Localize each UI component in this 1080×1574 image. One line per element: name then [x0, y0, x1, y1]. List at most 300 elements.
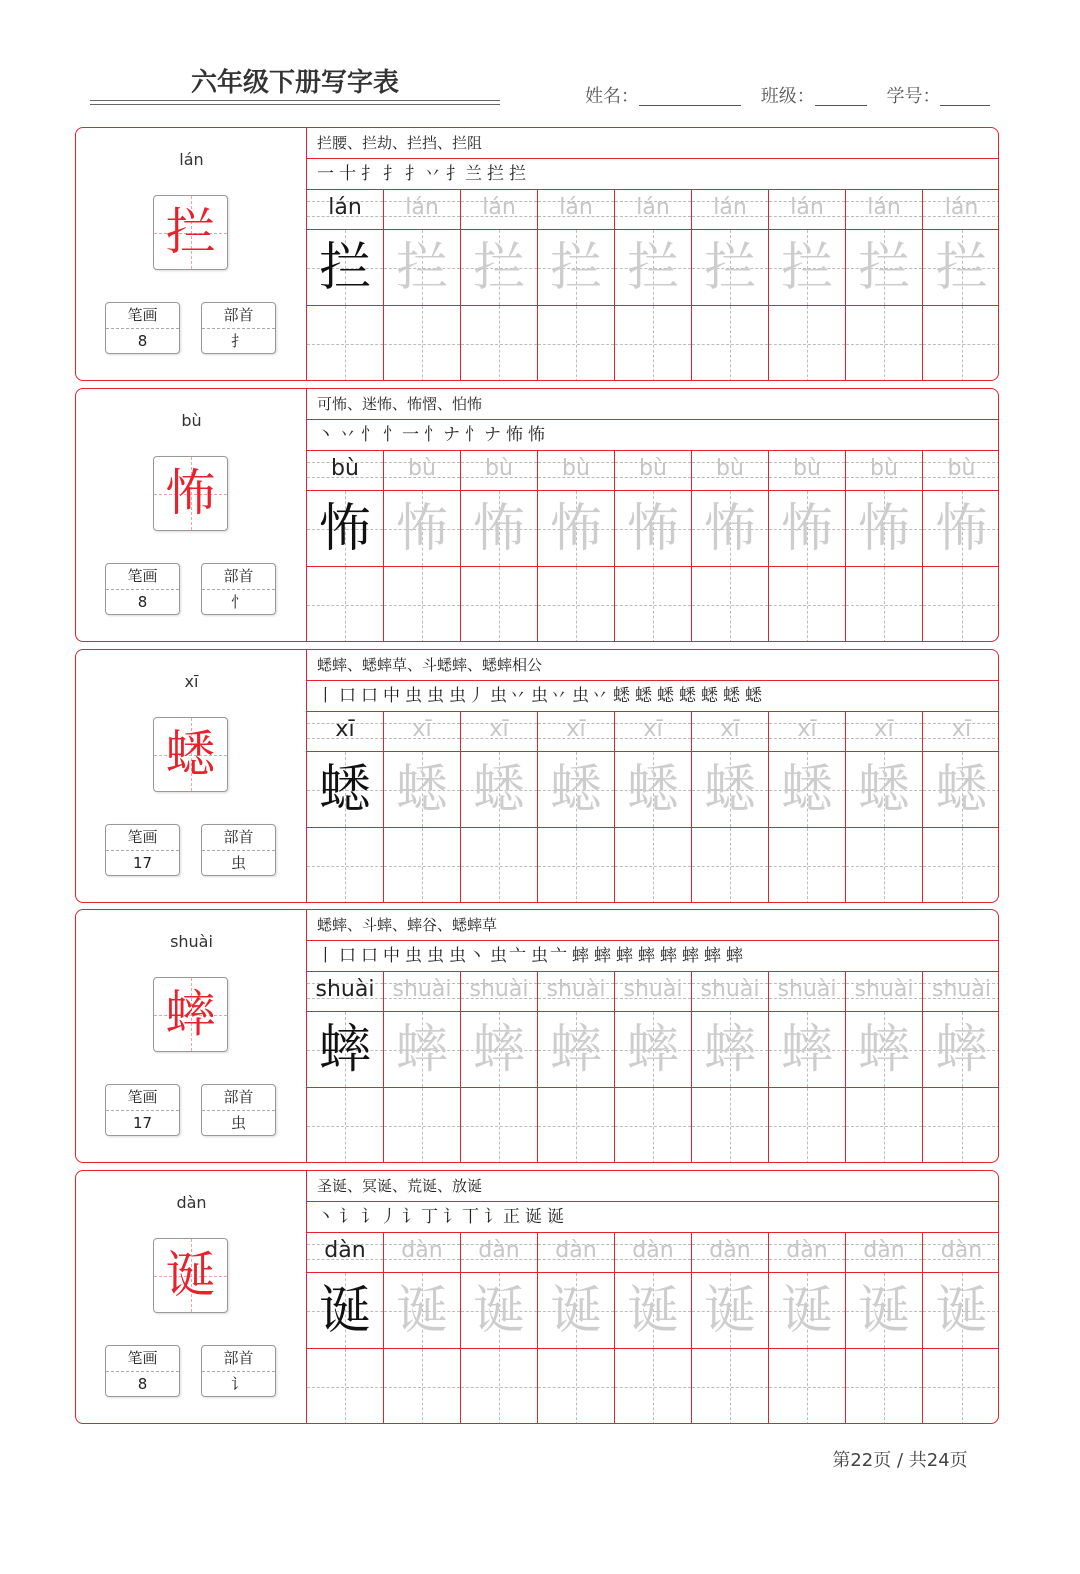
stroke-order-row: [307, 941, 999, 972]
stroke-step: 口: [339, 946, 358, 966]
stroke-step: 讠丅: [443, 1207, 481, 1227]
pinyin-trace: bù: [870, 456, 898, 481]
char-pinyin: shuài: [170, 932, 213, 951]
pinyin-trace: shuài: [623, 977, 683, 1002]
pinyin-trace: xī: [797, 717, 817, 742]
pinyin-cell: [307, 1233, 384, 1273]
example-words: 拦腰、拦劫、拦挡、拦阻: [307, 128, 999, 159]
stroke-step: 口: [339, 686, 358, 706]
pinyin-trace: shuài: [469, 977, 529, 1002]
class-line[interactable]: [815, 87, 867, 106]
pinyin-cell[interactable]: [769, 190, 846, 230]
stroke-step: 虫: [427, 946, 446, 966]
pinyin-model: dàn: [324, 1238, 366, 1263]
radical: 虫: [230, 854, 246, 872]
tracing-cell[interactable]: [692, 230, 769, 306]
stroke-count-label: 笔画: [106, 1085, 179, 1111]
pinyin-cell[interactable]: [615, 190, 692, 230]
pinyin-cell[interactable]: [615, 1233, 692, 1273]
practice-cell[interactable]: [923, 567, 999, 642]
pinyin-trace: lán: [713, 195, 747, 220]
practice-cell[interactable]: [461, 1088, 538, 1163]
stroke-step: 蟋: [635, 686, 654, 706]
practice-cell[interactable]: [307, 567, 384, 642]
pinyin-cell[interactable]: [846, 712, 923, 752]
tracing-cell[interactable]: [615, 491, 692, 567]
stroke-step: 虫: [405, 686, 424, 706]
stroke-count: 17: [132, 854, 153, 872]
tracing-cell[interactable]: [538, 1273, 615, 1349]
tracing-cell[interactable]: [615, 752, 692, 828]
pinyin-cell[interactable]: [923, 1233, 999, 1273]
pinyin-trace: dàn: [401, 1238, 443, 1263]
tracing-cell[interactable]: [769, 230, 846, 306]
tracing-cell[interactable]: [538, 491, 615, 567]
practice-cell[interactable]: [692, 306, 769, 381]
example-words: 可怖、迷怖、怖慴、怕怖: [307, 389, 999, 420]
pinyin-cell[interactable]: [923, 712, 999, 752]
stroke-step: 扌: [361, 164, 380, 184]
practice-cell[interactable]: [846, 1088, 923, 1163]
pinyin-cell[interactable]: [538, 190, 615, 230]
pinyin-cell[interactable]: [692, 451, 769, 491]
stroke-step: 蟋: [679, 686, 698, 706]
pinyin-cell[interactable]: [461, 972, 538, 1012]
pinyin-trace: dàn: [632, 1238, 674, 1263]
practice-cell[interactable]: [769, 1349, 846, 1424]
stroke-count: 17: [132, 1114, 153, 1132]
example-words: 蟋蟀、斗蟀、蟀谷、蟋蟀草: [307, 910, 999, 941]
char-trace: 拦: [395, 238, 448, 298]
stroke-count-box: [105, 824, 180, 876]
pinyin-trace: bù: [947, 456, 976, 481]
name-label: 姓名：: [585, 86, 639, 107]
pinyin-cell: [307, 451, 384, 491]
tracing-cell: [307, 230, 384, 306]
radical-box: [201, 1084, 276, 1136]
pinyin-trace: shuài: [392, 977, 452, 1002]
student-info: [585, 82, 1004, 108]
char-display-box: [153, 717, 228, 792]
tracing-cell[interactable]: [461, 1012, 538, 1088]
pinyin-model: xī: [335, 717, 355, 742]
practice-cell[interactable]: [692, 1349, 769, 1424]
practice-cell[interactable]: [923, 1349, 999, 1424]
practice-cell[interactable]: [538, 828, 615, 903]
char-model: 诞: [318, 1281, 371, 1341]
radical-label: 部首: [202, 303, 275, 329]
char-display-box: [153, 456, 228, 531]
student-no-line[interactable]: [940, 87, 990, 106]
stroke-order-row: [307, 1202, 999, 1233]
char-trace: 蟋: [935, 760, 988, 820]
radical: 忄: [230, 593, 246, 611]
char-trace: 蟋: [472, 760, 525, 820]
pinyin-cell[interactable]: [923, 190, 999, 230]
char-trace: 蟀: [395, 1020, 448, 1080]
stroke-count: 8: [137, 1375, 148, 1393]
pinyin-trace: dàn: [555, 1238, 597, 1263]
stroke-step: 诞: [547, 1207, 566, 1227]
tracing-cell[interactable]: [615, 1012, 692, 1088]
tracing-cell[interactable]: [538, 1012, 615, 1088]
char-display-box: [153, 195, 228, 270]
char-trace: 蟀: [626, 1020, 679, 1080]
char-pinyin: lán: [179, 150, 204, 169]
stroke-step: 蟋: [613, 686, 632, 706]
char-trace: 蟋: [626, 760, 679, 820]
pinyin-cell[interactable]: [846, 1233, 923, 1273]
pinyin-model: bù: [331, 456, 359, 481]
stroke-step: 蟋: [657, 686, 676, 706]
tracing-cell[interactable]: [846, 1012, 923, 1088]
practice-cell[interactable]: [615, 1349, 692, 1424]
pinyin-trace: shuài: [777, 977, 837, 1002]
char-trace: 怖: [703, 499, 756, 559]
stroke-step: 口: [361, 946, 380, 966]
pinyin-cell[interactable]: [461, 712, 538, 752]
tracing-cell: [307, 491, 384, 567]
practice-cell[interactable]: [615, 1088, 692, 1163]
pinyin-trace: bù: [716, 456, 744, 481]
pinyin-cell[interactable]: [538, 1233, 615, 1273]
char-info-panel: [76, 650, 307, 902]
practice-cell[interactable]: [769, 828, 846, 903]
char-trace: 蟀: [780, 1020, 833, 1080]
char-trace: 拦: [780, 238, 833, 298]
char-display-box: [153, 977, 228, 1052]
tracing-cell[interactable]: [538, 230, 615, 306]
pinyin-cell: [307, 972, 384, 1012]
tracing-cell[interactable]: [769, 491, 846, 567]
radical-label: 部首: [202, 825, 275, 851]
char-display-box: [153, 1238, 228, 1313]
practice-cell[interactable]: [846, 567, 923, 642]
pinyin-cell[interactable]: [923, 451, 999, 491]
stroke-step: 中: [383, 686, 402, 706]
char-trace: 怖: [857, 499, 910, 559]
stroke-step: 丨: [317, 946, 336, 966]
pinyin-trace: xī: [720, 717, 740, 742]
pinyin-trace: bù: [408, 456, 436, 481]
char-trace: 蟋: [395, 760, 448, 820]
pinyin-cell[interactable]: [769, 451, 846, 491]
char-trace: 蟋: [703, 760, 756, 820]
pinyin-trace: bù: [485, 456, 513, 481]
practice-cell[interactable]: [538, 567, 615, 642]
practice-cell[interactable]: [923, 1088, 999, 1163]
char-display: 怖: [165, 464, 216, 522]
char-card: [75, 388, 999, 642]
stroke-step: 蟀: [594, 946, 613, 966]
stroke-step: 忄: [361, 425, 380, 445]
stroke-step: 拦: [509, 164, 528, 184]
char-trace: 诞: [703, 1281, 756, 1341]
tracing-cell[interactable]: [384, 1012, 461, 1088]
tracing-cell[interactable]: [769, 1012, 846, 1088]
char-trace: 诞: [780, 1281, 833, 1341]
practice-cell[interactable]: [307, 1088, 384, 1163]
stroke-step: 怖: [506, 425, 525, 445]
char-trace: 蟋: [549, 760, 602, 820]
practice-cell[interactable]: [846, 828, 923, 903]
pinyin-trace: lán: [944, 195, 979, 220]
stroke-step: 扌丷: [405, 164, 443, 184]
char-display: 蟋: [165, 725, 216, 783]
pinyin-cell[interactable]: [692, 972, 769, 1012]
tracing-cell[interactable]: [923, 230, 999, 306]
title-underline: [90, 100, 500, 101]
tracing-cell[interactable]: [692, 1273, 769, 1349]
tracing-cell[interactable]: [615, 230, 692, 306]
stroke-count-box: [105, 1345, 180, 1397]
practice-cell[interactable]: [692, 567, 769, 642]
pinyin-trace: lán: [405, 195, 439, 220]
practice-cell[interactable]: [461, 567, 538, 642]
tracing-cell[interactable]: [461, 230, 538, 306]
practice-cell[interactable]: [538, 1349, 615, 1424]
pinyin-cell[interactable]: [538, 972, 615, 1012]
practice-cell[interactable]: [923, 306, 999, 381]
tracing-cell[interactable]: [846, 230, 923, 306]
practice-cell[interactable]: [769, 1088, 846, 1163]
stroke-step: 虫: [427, 686, 446, 706]
tracing-cell: [307, 1273, 384, 1349]
tracing-cell: [307, 1012, 384, 1088]
char-trace: 诞: [395, 1281, 448, 1341]
radical-box: [201, 563, 276, 615]
practice-cell[interactable]: [769, 306, 846, 381]
pinyin-cell[interactable]: [384, 972, 461, 1012]
pinyin-cell[interactable]: [923, 972, 999, 1012]
radical-box: [201, 302, 276, 354]
pinyin-cell[interactable]: [384, 712, 461, 752]
tracing-cell[interactable]: [923, 491, 999, 567]
stroke-step: 蟀: [572, 946, 591, 966]
pinyin-cell[interactable]: [538, 451, 615, 491]
pinyin-cell[interactable]: [692, 190, 769, 230]
char-pinyin: xī: [184, 672, 199, 691]
name-line[interactable]: [639, 87, 741, 106]
char-trace: 蟋: [780, 760, 833, 820]
practice-cell[interactable]: [615, 828, 692, 903]
tracing-cell[interactable]: [384, 230, 461, 306]
practice-cell[interactable]: [307, 1349, 384, 1424]
student-no-field: [886, 82, 990, 108]
char-model: 蟋: [318, 760, 371, 820]
pinyin-cell[interactable]: [461, 451, 538, 491]
tracing-cell[interactable]: [461, 752, 538, 828]
pinyin-cell[interactable]: [615, 451, 692, 491]
pinyin-cell[interactable]: [769, 1233, 846, 1273]
practice-cell[interactable]: [384, 1349, 461, 1424]
stroke-step: 虫丶: [449, 946, 487, 966]
pinyin-trace: dàn: [709, 1238, 751, 1263]
class-label: 班级：: [760, 86, 815, 107]
stroke-step: 扌: [383, 164, 402, 184]
stroke-step: 蟀: [704, 946, 723, 966]
practice-cell[interactable]: [384, 828, 461, 903]
practice-cell[interactable]: [384, 567, 461, 642]
pinyin-cell[interactable]: [461, 1233, 538, 1273]
tracing-cell[interactable]: [615, 1273, 692, 1349]
practice-cell[interactable]: [846, 1349, 923, 1424]
radical-label: 部首: [202, 564, 275, 590]
pinyin-trace: lán: [867, 195, 901, 220]
class-field: [761, 82, 867, 108]
char-trace: 怖: [395, 499, 448, 559]
pinyin-trace: shuài: [700, 977, 760, 1002]
stroke-step: 扌兰: [446, 164, 484, 184]
stroke-step: 蟋: [701, 686, 720, 706]
practice-cell[interactable]: [538, 1088, 615, 1163]
practice-cell[interactable]: [846, 306, 923, 381]
stroke-step: 丨: [317, 686, 336, 706]
stroke-step: 口: [361, 686, 380, 706]
pinyin-cell[interactable]: [769, 972, 846, 1012]
name-field: [585, 82, 741, 108]
tracing-cell[interactable]: [692, 752, 769, 828]
char-trace: 诞: [472, 1281, 525, 1341]
char-info-panel: [76, 910, 307, 1162]
pinyin-model: lán: [328, 195, 362, 220]
practice-cell[interactable]: [769, 567, 846, 642]
stroke-count: 8: [137, 332, 148, 350]
pinyin-cell[interactable]: [846, 451, 923, 491]
char-trace: 拦: [703, 238, 756, 298]
char-trace: 怖: [549, 499, 602, 559]
stroke-step: 虫亠: [490, 946, 528, 966]
char-trace: 蟀: [935, 1020, 988, 1080]
tracing-cell[interactable]: [538, 752, 615, 828]
pinyin-cell[interactable]: [769, 712, 846, 752]
practice-cell[interactable]: [923, 828, 999, 903]
radical: 虫: [230, 1114, 246, 1132]
pinyin-trace: lán: [482, 195, 516, 220]
tracing-cell[interactable]: [846, 752, 923, 828]
tracing-cell[interactable]: [692, 1012, 769, 1088]
pinyin-cell[interactable]: [384, 451, 461, 491]
stroke-step: 丶: [317, 425, 336, 445]
char-trace: 拦: [857, 238, 910, 298]
practice-cell[interactable]: [461, 306, 538, 381]
practice-cell[interactable]: [692, 1088, 769, 1163]
char-trace: 诞: [626, 1281, 679, 1341]
pinyin-trace: dàn: [863, 1238, 905, 1263]
pinyin-trace: bù: [793, 456, 821, 481]
stroke-step: 蟋: [745, 686, 764, 706]
radical-label: 部首: [202, 1085, 275, 1111]
pinyin-trace: xī: [643, 717, 663, 742]
radical-label: 部首: [202, 1346, 275, 1372]
char-info-panel: [76, 389, 307, 641]
practice-cell[interactable]: [307, 828, 384, 903]
stroke-order-row: [307, 159, 999, 190]
pinyin-trace: xī: [412, 717, 432, 742]
char-trace: 拦: [549, 238, 602, 298]
char-trace: 蟀: [549, 1020, 602, 1080]
tracing-cell[interactable]: [923, 1012, 999, 1088]
tracing-cell[interactable]: [384, 1273, 461, 1349]
pinyin-cell[interactable]: [384, 1233, 461, 1273]
tracing-cell[interactable]: [384, 491, 461, 567]
pinyin-cell[interactable]: [538, 712, 615, 752]
pinyin-cell[interactable]: [692, 1233, 769, 1273]
stroke-step: 虫丿: [449, 686, 487, 706]
stroke-step: 拦: [487, 164, 506, 184]
tracing-cell[interactable]: [846, 1273, 923, 1349]
stroke-step: 诞: [525, 1207, 544, 1227]
pinyin-cell[interactable]: [692, 712, 769, 752]
pinyin-cell[interactable]: [384, 190, 461, 230]
stroke-count-box: [105, 1084, 180, 1136]
tracing-cell[interactable]: [461, 1273, 538, 1349]
practice-cell[interactable]: [461, 1349, 538, 1424]
practice-cell[interactable]: [615, 306, 692, 381]
stroke-step: 讠丿: [361, 1207, 399, 1227]
practice-cell[interactable]: [538, 306, 615, 381]
pinyin-trace: xī: [489, 717, 509, 742]
tracing-cell[interactable]: [846, 491, 923, 567]
pinyin-cell[interactable]: [846, 190, 923, 230]
stroke-step: 忄ナ: [424, 425, 462, 445]
stroke-count: 8: [137, 593, 148, 611]
pinyin-cell[interactable]: [461, 190, 538, 230]
pinyin-cell[interactable]: [615, 972, 692, 1012]
page-title: 六年级下册写字表: [190, 68, 399, 98]
char-trace: 怖: [780, 499, 833, 559]
char-trace: 诞: [857, 1281, 910, 1341]
tracing-cell[interactable]: [769, 1273, 846, 1349]
practice-cell[interactable]: [615, 567, 692, 642]
practice-cell[interactable]: [384, 1088, 461, 1163]
tracing-cell[interactable]: [769, 752, 846, 828]
practice-cell[interactable]: [307, 306, 384, 381]
stroke-step: 虫丷: [490, 686, 528, 706]
pinyin-trace: dàn: [478, 1238, 520, 1263]
char-trace: 蟀: [857, 1020, 910, 1080]
pinyin-trace: lán: [559, 195, 593, 220]
stroke-step: 十: [339, 164, 358, 184]
pinyin-cell[interactable]: [846, 972, 923, 1012]
student-no-label: 学号：: [886, 86, 941, 107]
stroke-step: 蟀: [726, 946, 745, 966]
stroke-order-row: [307, 681, 999, 712]
practice-cell[interactable]: [692, 828, 769, 903]
stroke-step: 中: [383, 946, 402, 966]
example-words: 圣诞、冥诞、荒诞、放诞: [307, 1171, 999, 1202]
stroke-count-box: [105, 563, 180, 615]
radical-box: [201, 824, 276, 876]
tracing-cell[interactable]: [923, 752, 999, 828]
stroke-count-label: 笔画: [106, 564, 179, 590]
tracing-cell[interactable]: [923, 1273, 999, 1349]
example-words: 蟋蟀、蟋蟀草、斗蟋蟀、蟋蟀相公: [307, 650, 999, 681]
char-info-panel: [76, 128, 307, 380]
tracing-cell[interactable]: [461, 491, 538, 567]
pinyin-cell[interactable]: [615, 712, 692, 752]
stroke-step: 讠丁: [402, 1207, 440, 1227]
pinyin-model: shuài: [315, 977, 375, 1002]
char-trace: 怖: [472, 499, 525, 559]
char-card: [75, 909, 999, 1163]
practice-cell[interactable]: [461, 828, 538, 903]
pinyin-trace: dàn: [786, 1238, 828, 1263]
practice-cell[interactable]: [384, 306, 461, 381]
tracing-cell[interactable]: [692, 491, 769, 567]
stroke-step: 蟀: [638, 946, 657, 966]
tracing-cell[interactable]: [384, 752, 461, 828]
